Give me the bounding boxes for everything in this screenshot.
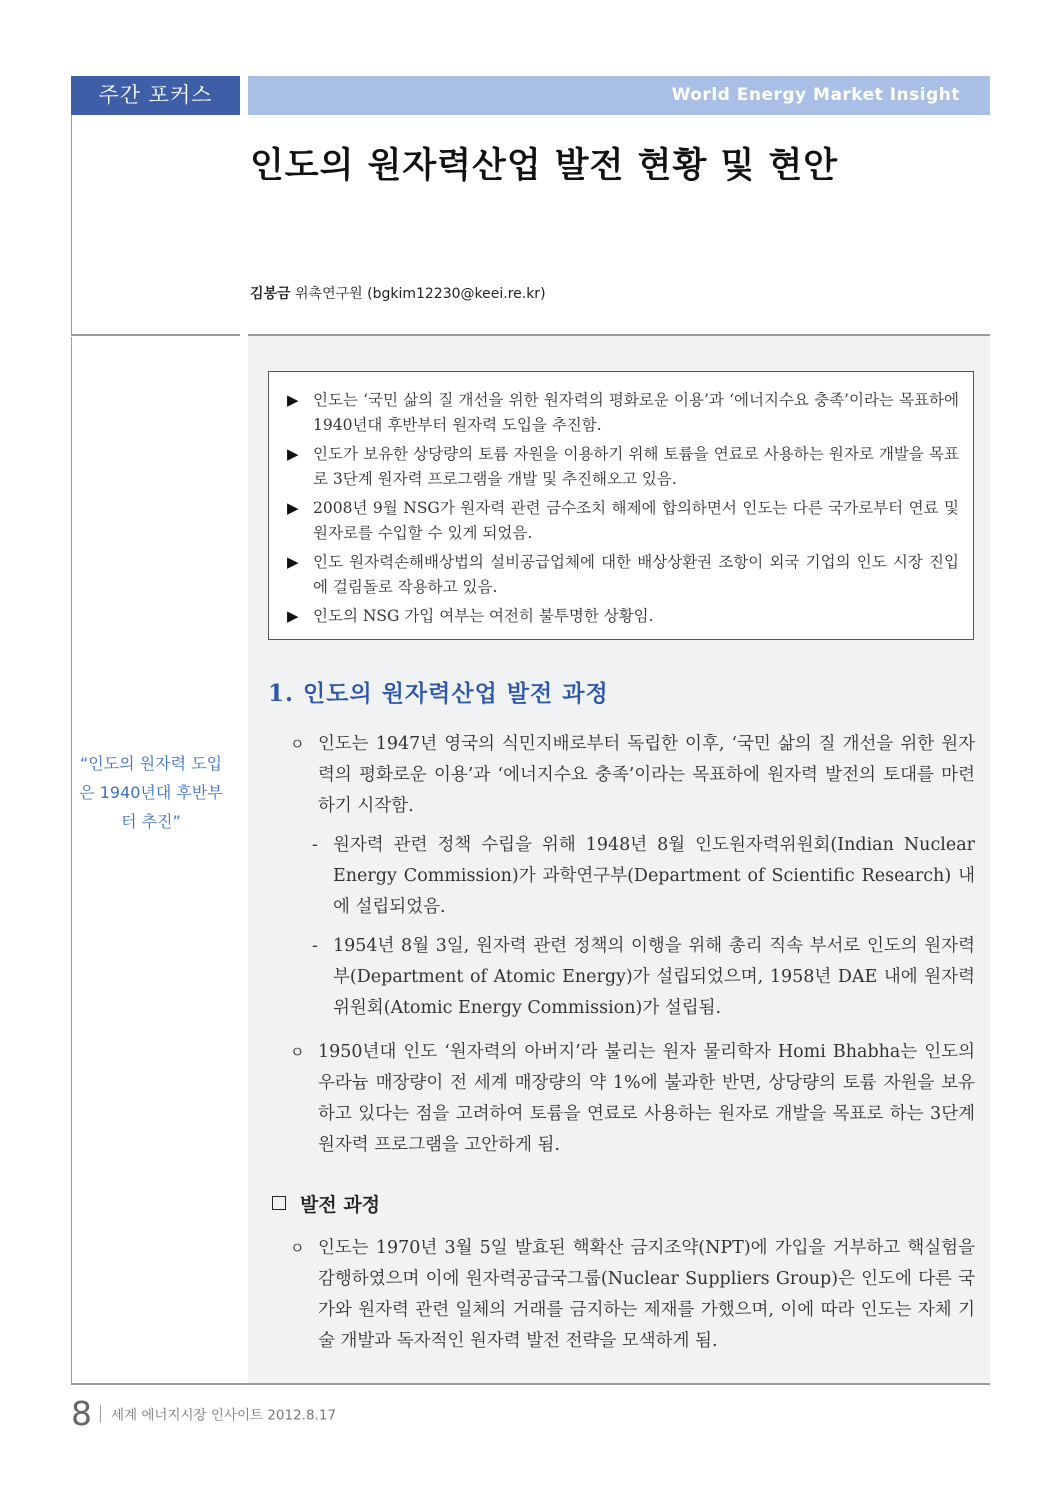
article-title: 인도의 원자력산업 발전 현황 및 현안 bbox=[250, 146, 839, 186]
circle-bullet-icon: ㅇ bbox=[290, 1043, 305, 1061]
summary-item bbox=[287, 442, 959, 492]
triangle-bullet-icon: ▶ bbox=[287, 391, 299, 409]
footer bbox=[71, 1394, 336, 1433]
square-bullet-icon bbox=[272, 1196, 286, 1210]
dash-mark: - bbox=[312, 835, 318, 855]
paragraph-text: 인도는 1947년 영국의 식민지배로부터 독립한 이후, ‘국민 삶의 질 개선을 위한 원자력의 평화로운 이용’과 ‘에너지수요 충족’이라는 목표하에 원자력 발전의 토대를 마련하기 시작함. bbox=[318, 734, 975, 816]
paragraph-text: 1950년대 인도 ‘원자력의 아버지’라 불리는 원자 물리학자 Homi Bhabha는 인도의 우라늄 매장량이 전 세계 매장량의 약 1%에 불과한 반면, 상당량의 토륨 자원을 보유하고 있다는 점을 고려하여 토륨을 연료로 사용하는 원자로 개발을 목표로 하는 3단계 원자력 프로그램을 고안하게 됨. bbox=[318, 1042, 975, 1155]
section-tab: 주간 포커스 bbox=[71, 76, 240, 115]
dash-mark: - bbox=[312, 936, 318, 956]
circle-bullet-icon: ㅇ bbox=[290, 735, 305, 753]
summary-box bbox=[268, 371, 974, 640]
triangle-bullet-icon: ▶ bbox=[287, 499, 299, 517]
rule-bottom bbox=[71, 1383, 990, 1385]
page-number: 8 bbox=[71, 1394, 92, 1433]
section-title: 인도의 원자력산업 발전 과정 bbox=[303, 681, 609, 707]
section-heading bbox=[268, 675, 609, 708]
summary-item bbox=[287, 604, 959, 629]
triangle-bullet-icon: ▶ bbox=[287, 607, 299, 625]
sub-heading bbox=[272, 1190, 380, 1217]
rule-left-top bbox=[71, 334, 240, 336]
author-role: 위촉연구원 bbox=[295, 286, 363, 302]
summary-item bbox=[287, 496, 959, 546]
summary-item-text: 인도가 보유한 상당량의 토륨 자원을 이용하기 위해 토륨을 연료로 사용하는 원자로 개발을 목표로 3단계 원자력 프로그램을 개발 및 추진해오고 있음. bbox=[313, 445, 959, 488]
left-rule-top bbox=[71, 115, 72, 335]
summary-item-text: 인도 원자력손해배상법의 설비공급업체에 대한 배상상환권 조항이 외국 기업의 인도 시장 진입에 걸림돌로 작용하고 있음. bbox=[313, 553, 959, 596]
byline bbox=[250, 283, 546, 303]
sub-paragraph bbox=[312, 931, 975, 1024]
author-email: (bgkim12230@keei.re.kr) bbox=[367, 286, 546, 302]
summary-item bbox=[287, 550, 959, 600]
paragraph-text: 인도는 1970년 3월 5일 발효된 핵확산 금지조약(NPT)에 가입을 거부하고 핵실험을 감행하였으며 이에 원자력공급국그룹(Nuclear Suppliers Group)은 인도에 다른 국가와 원자력 관련 일체의 거래를 금지하는 제재를 가했으며, 이에 따라 인도는 자체 기술 개발과 독자적인 원자력 발전 전략을 모색하게 됨. bbox=[318, 1238, 975, 1351]
summary-item bbox=[287, 388, 959, 438]
summary-item-text: 인도의 NSG 가입 여부는 여전히 불투명한 상황임. bbox=[313, 607, 654, 625]
triangle-bullet-icon: ▶ bbox=[287, 445, 299, 463]
circle-bullet-icon: ㅇ bbox=[290, 1239, 305, 1257]
sub-paragraph-text: 원자력 관련 정책 수립을 위해 1948년 8월 인도원자력위원회(Indian Nuclear Energy Commission)가 과학연구부(Department of Scientific Research) 내에 설립되었음. bbox=[333, 835, 975, 917]
triangle-bullet-icon: ▶ bbox=[287, 553, 299, 571]
summary-item-text: 2008년 9월 NSG가 원자력 관련 금수조치 해제에 합의하면서 인도는 다른 국가로부터 연료 및 원자로를 수입할 수 있게 되었음. bbox=[313, 499, 959, 542]
footer-publication: 세계 에너지시장 인사이트 2012.8.17 bbox=[111, 1407, 337, 1424]
series-title: World Energy Market Insight bbox=[671, 85, 960, 105]
author-name: 김봉금 bbox=[250, 286, 291, 302]
sub-paragraph-text: 1954년 8월 3일, 원자력 관련 정책의 이행을 위해 총리 직속 부서로 인도의 원자력부(Department of Atomic Energy)가 설립되었으며, 1958년 DAE 내에 원자력위원회(Atomic Energy Commission)가 설립됨. bbox=[333, 936, 975, 1018]
sub-paragraph bbox=[312, 830, 975, 923]
series-bar bbox=[248, 76, 990, 115]
section-number: 1. bbox=[268, 680, 295, 707]
summary-item-text: 인도는 ‘국민 삶의 질 개선을 위한 원자력의 평화로운 이용’과 ‘에너지수요 충족’이라는 목표하에 1940년대 후반부터 원자력 도입을 추진함. bbox=[313, 391, 959, 434]
left-rule-bottom bbox=[71, 337, 72, 1383]
paragraph bbox=[290, 729, 975, 822]
pull-quote: “인도의 원자력 도입은 1940년대 후반부터 추진” bbox=[79, 754, 223, 831]
paragraph bbox=[290, 1233, 975, 1357]
footer-divider bbox=[100, 1405, 101, 1423]
paragraph bbox=[290, 1037, 975, 1161]
sub-heading-text: 발전 과정 bbox=[300, 1194, 381, 1216]
